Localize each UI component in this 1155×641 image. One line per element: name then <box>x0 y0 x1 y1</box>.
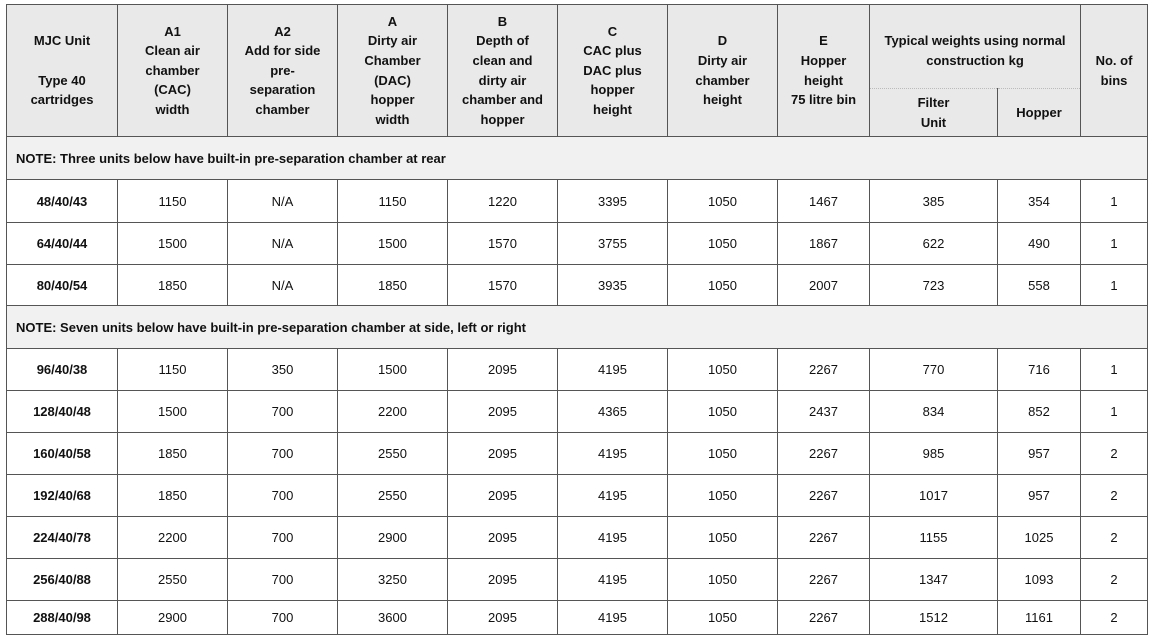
table-row <box>7 223 1148 265</box>
header-line: hopper <box>590 82 635 98</box>
cell-e: 2437 <box>778 391 870 433</box>
cell-a: 2200 <box>338 391 448 433</box>
cell-a1: 2200 <box>118 517 228 559</box>
cell-bins: 2 <box>1081 517 1148 559</box>
cell-a1: 2900 <box>118 601 228 635</box>
table-row <box>7 433 1148 475</box>
cell-unit: 160/40/58 <box>7 433 118 475</box>
cell-a: 1500 <box>338 223 448 265</box>
cell-d: 1050 <box>668 223 778 265</box>
cell-a1: 1850 <box>118 475 228 517</box>
cell-b: 2095 <box>448 559 558 601</box>
header-line: Unit <box>920 114 947 130</box>
header-line: Filter <box>917 94 950 110</box>
header-a <box>338 5 448 137</box>
cell-d: 1050 <box>668 475 778 517</box>
header-line: Clean air <box>145 43 200 59</box>
header-line: Dirty air <box>697 52 748 68</box>
cell-c: 3935 <box>558 265 668 306</box>
table-row <box>7 349 1148 391</box>
header-line: height <box>703 92 742 108</box>
header-line: (DAC) <box>374 72 411 88</box>
cell-d: 1050 <box>668 559 778 601</box>
cell-b: 1570 <box>448 265 558 306</box>
header-line: C <box>607 23 618 39</box>
note-text: NOTE: Seven units below have built-in pre-separation chamber at side, left or right <box>7 306 1148 349</box>
table-body <box>7 137 1148 635</box>
cell-hopper: 852 <box>998 391 1081 433</box>
table-row <box>7 601 1148 635</box>
header-line: CAC plus <box>583 43 642 59</box>
table-row <box>7 265 1148 306</box>
header-line: hopper <box>370 92 415 108</box>
cell-b: 2095 <box>448 433 558 475</box>
cell-b: 2095 <box>448 517 558 559</box>
cell-d: 1050 <box>668 180 778 223</box>
header-line: D <box>717 33 728 49</box>
cell-hopper: 716 <box>998 349 1081 391</box>
header-typical-weights <box>870 5 1081 89</box>
cell-filter-unit: 1512 <box>870 601 998 635</box>
cell-a1: 2550 <box>118 559 228 601</box>
cell-d: 1050 <box>668 517 778 559</box>
cell-d: 1050 <box>668 601 778 635</box>
table-row <box>7 517 1148 559</box>
cell-b: 1220 <box>448 180 558 223</box>
cell-a1: 1150 <box>118 349 228 391</box>
cell-b: 1570 <box>448 223 558 265</box>
header-line: height <box>593 101 632 117</box>
cell-a1: 1500 <box>118 223 228 265</box>
header-line: A <box>387 13 398 29</box>
table-header <box>7 5 1148 137</box>
cell-a2: N/A <box>228 265 338 306</box>
header-no-of-bins <box>1081 5 1148 137</box>
header-line: B <box>497 13 508 29</box>
note-text: NOTE: Three units below have built-in pre-separation chamber at rear <box>7 137 1148 180</box>
cell-hopper: 490 <box>998 223 1081 265</box>
cell-e: 2267 <box>778 517 870 559</box>
cell-filter-unit: 985 <box>870 433 998 475</box>
cell-d: 1050 <box>668 391 778 433</box>
cell-a2: 700 <box>228 433 338 475</box>
cell-e: 2007 <box>778 265 870 306</box>
cell-bins: 1 <box>1081 349 1148 391</box>
cell-hopper: 1093 <box>998 559 1081 601</box>
cell-unit: 192/40/68 <box>7 475 118 517</box>
cell-hopper: 1025 <box>998 517 1081 559</box>
cell-bins: 1 <box>1081 180 1148 223</box>
header-line: (CAC) <box>154 82 191 98</box>
header-line: E <box>819 33 828 49</box>
cell-a: 3600 <box>338 601 448 635</box>
cell-e: 2267 <box>778 475 870 517</box>
cell-unit: 224/40/78 <box>7 517 118 559</box>
cell-a: 1150 <box>338 180 448 223</box>
cell-bins: 2 <box>1081 559 1148 601</box>
header-filter-unit <box>870 89 998 137</box>
cell-d: 1050 <box>668 433 778 475</box>
cell-unit: 80/40/54 <box>7 265 118 306</box>
header-line: Hopper <box>1016 104 1062 120</box>
header-hopper-weight <box>998 89 1081 137</box>
cell-unit: 256/40/88 <box>7 559 118 601</box>
cell-a2: 700 <box>228 559 338 601</box>
cell-a2: 700 <box>228 517 338 559</box>
header-line: 75 litre bin <box>790 92 857 108</box>
header-line: Type 40 <box>38 72 86 88</box>
cell-a1: 1850 <box>118 265 228 306</box>
cell-unit: 48/40/43 <box>7 180 118 223</box>
header-line: Depth of <box>476 33 529 49</box>
header-mjc-unit <box>7 5 118 137</box>
header-line: pre- <box>270 62 295 78</box>
cell-a2: N/A <box>228 180 338 223</box>
header-line: No. of <box>1095 52 1133 68</box>
table-row <box>7 391 1148 433</box>
header-line: dirty air <box>478 72 527 88</box>
cell-b: 2095 <box>448 391 558 433</box>
cell-d: 1050 <box>668 265 778 306</box>
cell-c: 4195 <box>558 559 668 601</box>
cell-unit: 288/40/98 <box>7 601 118 635</box>
cell-hopper: 558 <box>998 265 1081 306</box>
cell-b: 2095 <box>448 349 558 391</box>
header-line: A2 <box>274 23 291 39</box>
cell-b: 2095 <box>448 601 558 635</box>
header-line: DAC plus <box>583 62 642 78</box>
header-b <box>448 5 558 137</box>
cell-hopper: 957 <box>998 475 1081 517</box>
cell-filter-unit: 723 <box>870 265 998 306</box>
cell-a2: 700 <box>228 601 338 635</box>
cell-filter-unit: 834 <box>870 391 998 433</box>
header-line: Add for side <box>244 43 321 59</box>
header-line: Dirty air <box>367 33 418 49</box>
cell-a: 2900 <box>338 517 448 559</box>
cell-filter-unit: 1155 <box>870 517 998 559</box>
cell-unit: 64/40/44 <box>7 223 118 265</box>
header-line: Typical weights using normal <box>884 33 1066 49</box>
cell-unit: 96/40/38 <box>7 349 118 391</box>
cell-a2: N/A <box>228 223 338 265</box>
header-line: bins <box>1100 72 1128 88</box>
cell-a2: 700 <box>228 475 338 517</box>
cell-c: 4195 <box>558 601 668 635</box>
cell-bins: 2 <box>1081 601 1148 635</box>
cell-a1: 1500 <box>118 391 228 433</box>
cell-b: 2095 <box>448 475 558 517</box>
header-line: MJC Unit <box>33 33 91 49</box>
cell-a: 2550 <box>338 475 448 517</box>
header-line: hopper <box>480 111 525 127</box>
cell-a2: 700 <box>228 391 338 433</box>
cell-c: 3755 <box>558 223 668 265</box>
cell-a1: 1150 <box>118 180 228 223</box>
cell-e: 1867 <box>778 223 870 265</box>
header-e <box>778 5 870 137</box>
cell-filter-unit: 1017 <box>870 475 998 517</box>
cell-filter-unit: 1347 <box>870 559 998 601</box>
header-a2 <box>228 5 338 137</box>
header-line: cartridges <box>30 92 94 108</box>
cell-a2: 350 <box>228 349 338 391</box>
cell-filter-unit: 622 <box>870 223 998 265</box>
header-line: height <box>804 72 843 88</box>
cell-bins: 1 <box>1081 391 1148 433</box>
cell-a: 1850 <box>338 265 448 306</box>
cell-c: 4195 <box>558 349 668 391</box>
cell-bins: 2 <box>1081 475 1148 517</box>
cell-hopper: 354 <box>998 180 1081 223</box>
header-line: chamber <box>255 101 310 117</box>
header-line: construction kg <box>926 53 1024 68</box>
header-line: chamber and <box>462 92 543 108</box>
specification-table <box>6 4 1148 635</box>
note-row-side <box>7 306 1148 349</box>
header-line: Hopper <box>800 52 847 68</box>
cell-e: 2267 <box>778 559 870 601</box>
header-line: Chamber <box>364 52 421 68</box>
header-c <box>558 5 668 137</box>
cell-filter-unit: 385 <box>870 180 998 223</box>
cell-c: 4365 <box>558 391 668 433</box>
header-line: width <box>375 111 410 127</box>
cell-a: 3250 <box>338 559 448 601</box>
cell-c: 3395 <box>558 180 668 223</box>
cell-a: 2550 <box>338 433 448 475</box>
cell-a: 1500 <box>338 349 448 391</box>
cell-unit: 128/40/48 <box>7 391 118 433</box>
table-row <box>7 180 1148 223</box>
cell-bins: 1 <box>1081 265 1148 306</box>
cell-e: 2267 <box>778 349 870 391</box>
cell-filter-unit: 770 <box>870 349 998 391</box>
table-row <box>7 475 1148 517</box>
header-d <box>668 5 778 137</box>
cell-hopper: 1161 <box>998 601 1081 635</box>
table-row <box>7 559 1148 601</box>
cell-bins: 1 <box>1081 223 1148 265</box>
note-row-rear <box>7 137 1148 180</box>
cell-c: 4195 <box>558 475 668 517</box>
cell-e: 1467 <box>778 180 870 223</box>
header-line: clean and <box>472 52 533 68</box>
header-line: separation <box>249 82 316 98</box>
header-line: chamber <box>695 72 750 88</box>
header-a1 <box>118 5 228 137</box>
header-line: chamber <box>145 62 200 78</box>
header-line: width <box>155 101 190 117</box>
cell-d: 1050 <box>668 349 778 391</box>
header-line: A1 <box>164 23 181 39</box>
cell-c: 4195 <box>558 517 668 559</box>
cell-a1: 1850 <box>118 433 228 475</box>
cell-c: 4195 <box>558 433 668 475</box>
cell-bins: 2 <box>1081 433 1148 475</box>
cell-e: 2267 <box>778 433 870 475</box>
cell-hopper: 957 <box>998 433 1081 475</box>
cell-e: 2267 <box>778 601 870 635</box>
